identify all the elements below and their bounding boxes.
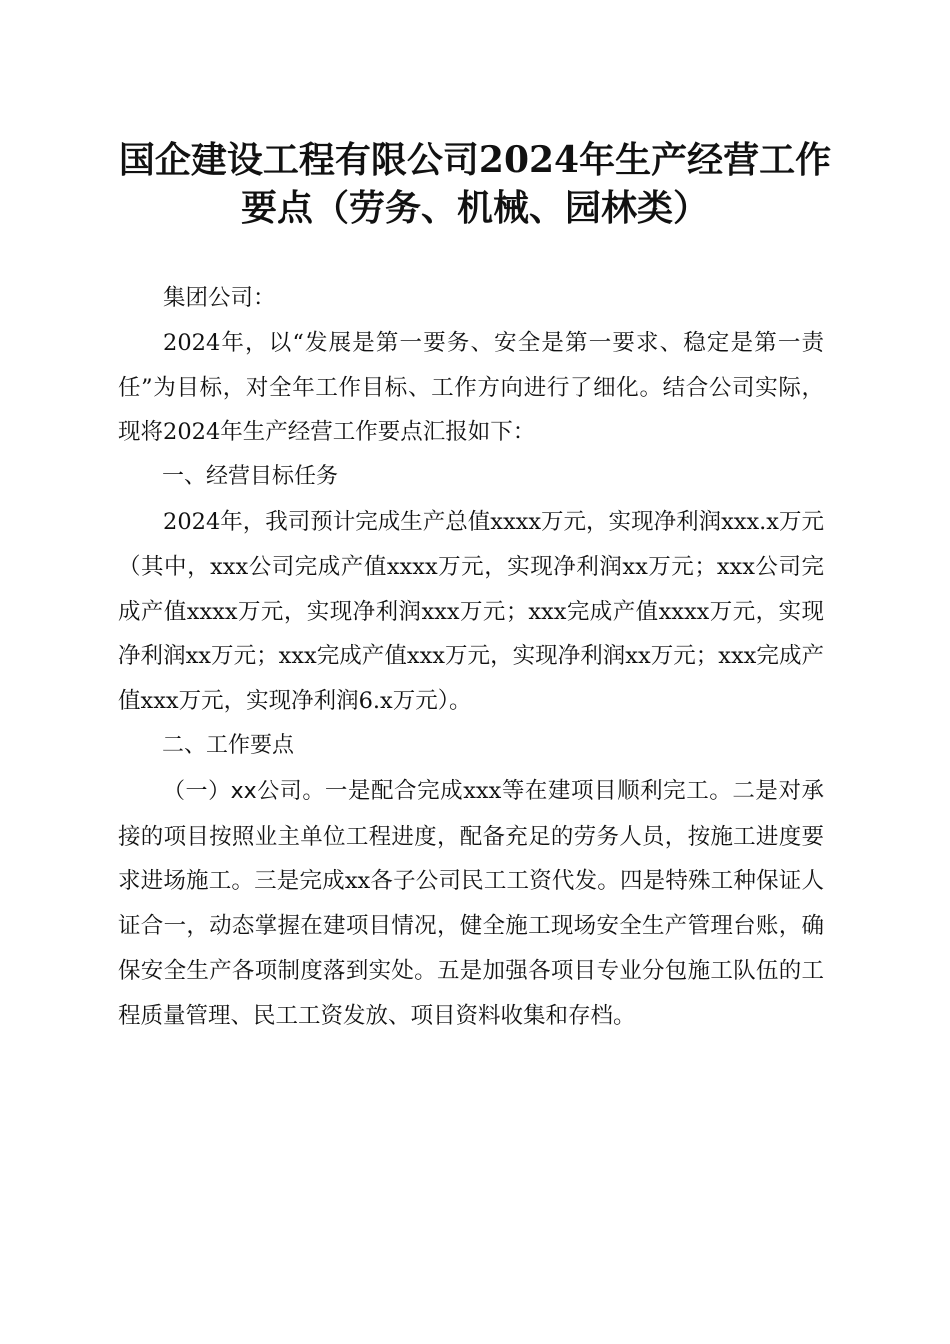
section-2-sub-1-heading: （一）xx公司。 [163, 778, 325, 804]
section-1-paragraph: 2024年，我司预计完成生产总值xxxx万元，实现净利润xxx.x万元（其中，xxx公司完成产值xxxx万元，实现净利润xx万元；xxx公司完成产值xxxx万元，实现净利润xxx万元；xxx完成产值xxxx万元，实现净利润xx万元；xxx完成产值xxx万元，实现净利润xx万元；xxx完成产值xxx万元，实现净利润6.x万元）。 [118, 508, 824, 715]
section-2-sub-1-body: 一是配合完成xxx等在建项目顺利完工。二是对承接的项目按照业主单位工程进度，配备充足的劳务人员，按施工进度要求进场施工。三是完成xx各子公司民工工资代发。四是特殊工种保证人证合一，动态掌握在建项目情况，健全施工现场安全生产管理台账，确保安全生产各项制度落到实处。五是加强各项目专业分包施工队伍的工程质量管理、民工工资发放、项目资料收集和存档。 [118, 777, 824, 1029]
document-body [118, 276, 824, 1039]
section-2-heading: 二、工作要点 [162, 732, 295, 758]
section-1-heading: 一、经营目标任务 [162, 464, 339, 490]
intro-paragraph: 2024年，以“发展是第一要务、安全是第一要求、稳定是第一责任”为目标，对全年工作目标、工作方向进行了细化。结合公司实际，现将2024年生产经营工作要点汇报如下： [118, 329, 824, 446]
title-line-2: 要点（劳务、机械、园林类） [240, 187, 709, 229]
title-line-1: 国企建设工程有限公司2024年生产经营工作 [118, 139, 832, 181]
salutation: 集团公司： [163, 285, 276, 311]
document-title [100, 136, 850, 232]
section-2-sub-1-paragraph [118, 769, 824, 1039]
